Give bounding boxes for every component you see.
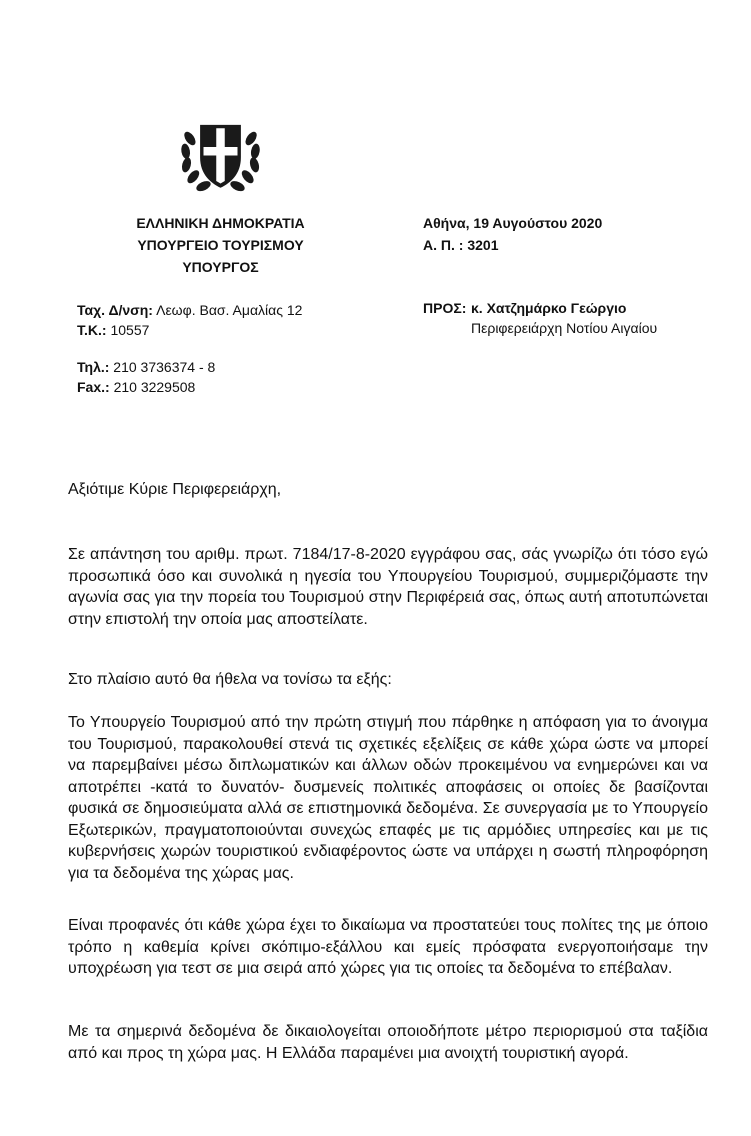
- date-block: [423, 212, 602, 256]
- postal-address: [77, 300, 302, 320]
- zip-value: 10557: [110, 322, 150, 338]
- phone-line: [77, 357, 215, 377]
- ministry-title: ΥΠΟΥΡΓΕΙΟ ΤΟΥΡΙΣΜΟΥ: [137, 237, 304, 253]
- fax-line: [77, 377, 195, 397]
- fax-label: Fax.:: [77, 379, 110, 395]
- recipient-name: κ. Χατζημάρκο Γεώργιο: [471, 300, 627, 316]
- body-paragraph: Με τα σημερινά δεδομένα δε δικαιολογείται οποιοδήποτε μέτρο περιορισμού στα ταξίδια από και προς τη χώρα μας. Η Ελλάδα παραμένει μια ανοιχτή τουριστική αγορά.: [68, 1023, 708, 1062]
- minister-title: ΥΠΟΥΡΓΟΣ: [182, 259, 259, 275]
- phone-value: 210 3736374 - 8: [113, 359, 216, 375]
- fax-value: 210 3229508: [113, 379, 196, 395]
- postal-code: [77, 320, 149, 340]
- phone-label: Τηλ.:: [77, 359, 110, 375]
- body-paragraph: Είναι προφανές ότι κάθε χώρα έχει το δικαίωμα να προστατεύει τους πολίτες της με όποιο τρόπο η καθεμία κρίνει σκόπιμο-εξάλλου και εμείς πρόσφατα ενεργοποιήσαμε την υποχρέωση για τεστ σε μια σειρά από χώρες για τις οποίες τα δεδομένα το επέβαλαν.: [68, 917, 708, 977]
- greek-coat-of-arms-icon: [178, 113, 263, 198]
- protocol-number: 3201: [467, 237, 499, 253]
- salutation: Αξιότιμε Κύριε Περιφερειάρχη,: [68, 481, 282, 498]
- republic-title: ΕΛΛΗΝΙΚΗ ΔΗΜΟΚΡΑΤΙΑ: [136, 215, 305, 231]
- postal-label: Ταχ. Δ/νση:: [77, 302, 153, 318]
- body-paragraph: Στο πλαίσιο αυτό θα ήθελα να τονίσω τα εξής:: [68, 671, 392, 688]
- postal-value: Λεωφ. Βασ. Αμαλίας 12: [156, 302, 303, 318]
- body-paragraph: Σε απάντηση του αριθμ. πρωτ. 7184/17-8-2020 εγγράφου σας, σάς γνωρίζω ότι τόσο εγώ προσωπικά όσο και συνολικά η ηγεσία του Υπουργείου Τουρισμού, συμμεριζόμαστε την αγωνία σας για την πορεία του Τουρισμού στην Περιφέρειά σας, όπως αυτή αποτυπώνεται στην επιστολή την οποία μας αποστείλατε.: [68, 546, 708, 628]
- recipient-role: Περιφερειάρχη Νοτίου Αιγαίου: [471, 320, 658, 336]
- recipient-block: [423, 298, 723, 338]
- letterhead: [118, 212, 323, 278]
- protocol-label: Α. Π. :: [423, 237, 464, 253]
- letter-date: Αθήνα, 19 Αυγούστου 2020: [423, 215, 603, 231]
- protocol-line: [423, 234, 602, 256]
- body-paragraph: Το Υπουργείο Τουρισμού από την πρώτη στιγμή που πάρθηκε η απόφαση για το άνοιγμα του Τουρισμού, παρακολουθεί στενά τις σχετικές εξελίξεις σε κάθε χώρα ώστε να μπορεί να παρεμβαίνει μέσω διπλωματικών και άλλων οδών προκειμένου να ενημερώνει και να αποτρέπει -κατά το δυνατόν- δυσμενείς πολιτικές αποφάσεις οι οποίες δε βασίζονται φυσικά σε δημοσιεύματα αλλά σε επιστημονικά δεδομένα. Σε συνεργασία με το Υπουργείο Εξωτερικών, πραγματοποιούνται συνεχώς επαφές με τις αρμόδιες υπηρεσίες και με τις κυβερνήσεις χωρών τουριστικού ενδιαφέροντος ώστε να υπάρχει η σωστή πληροφόρηση για τα δεδομένα της χώρας μας.: [68, 714, 708, 882]
- zip-label: Τ.Κ.:: [77, 322, 107, 338]
- recipient-label: ΠΡΟΣ:: [423, 300, 467, 316]
